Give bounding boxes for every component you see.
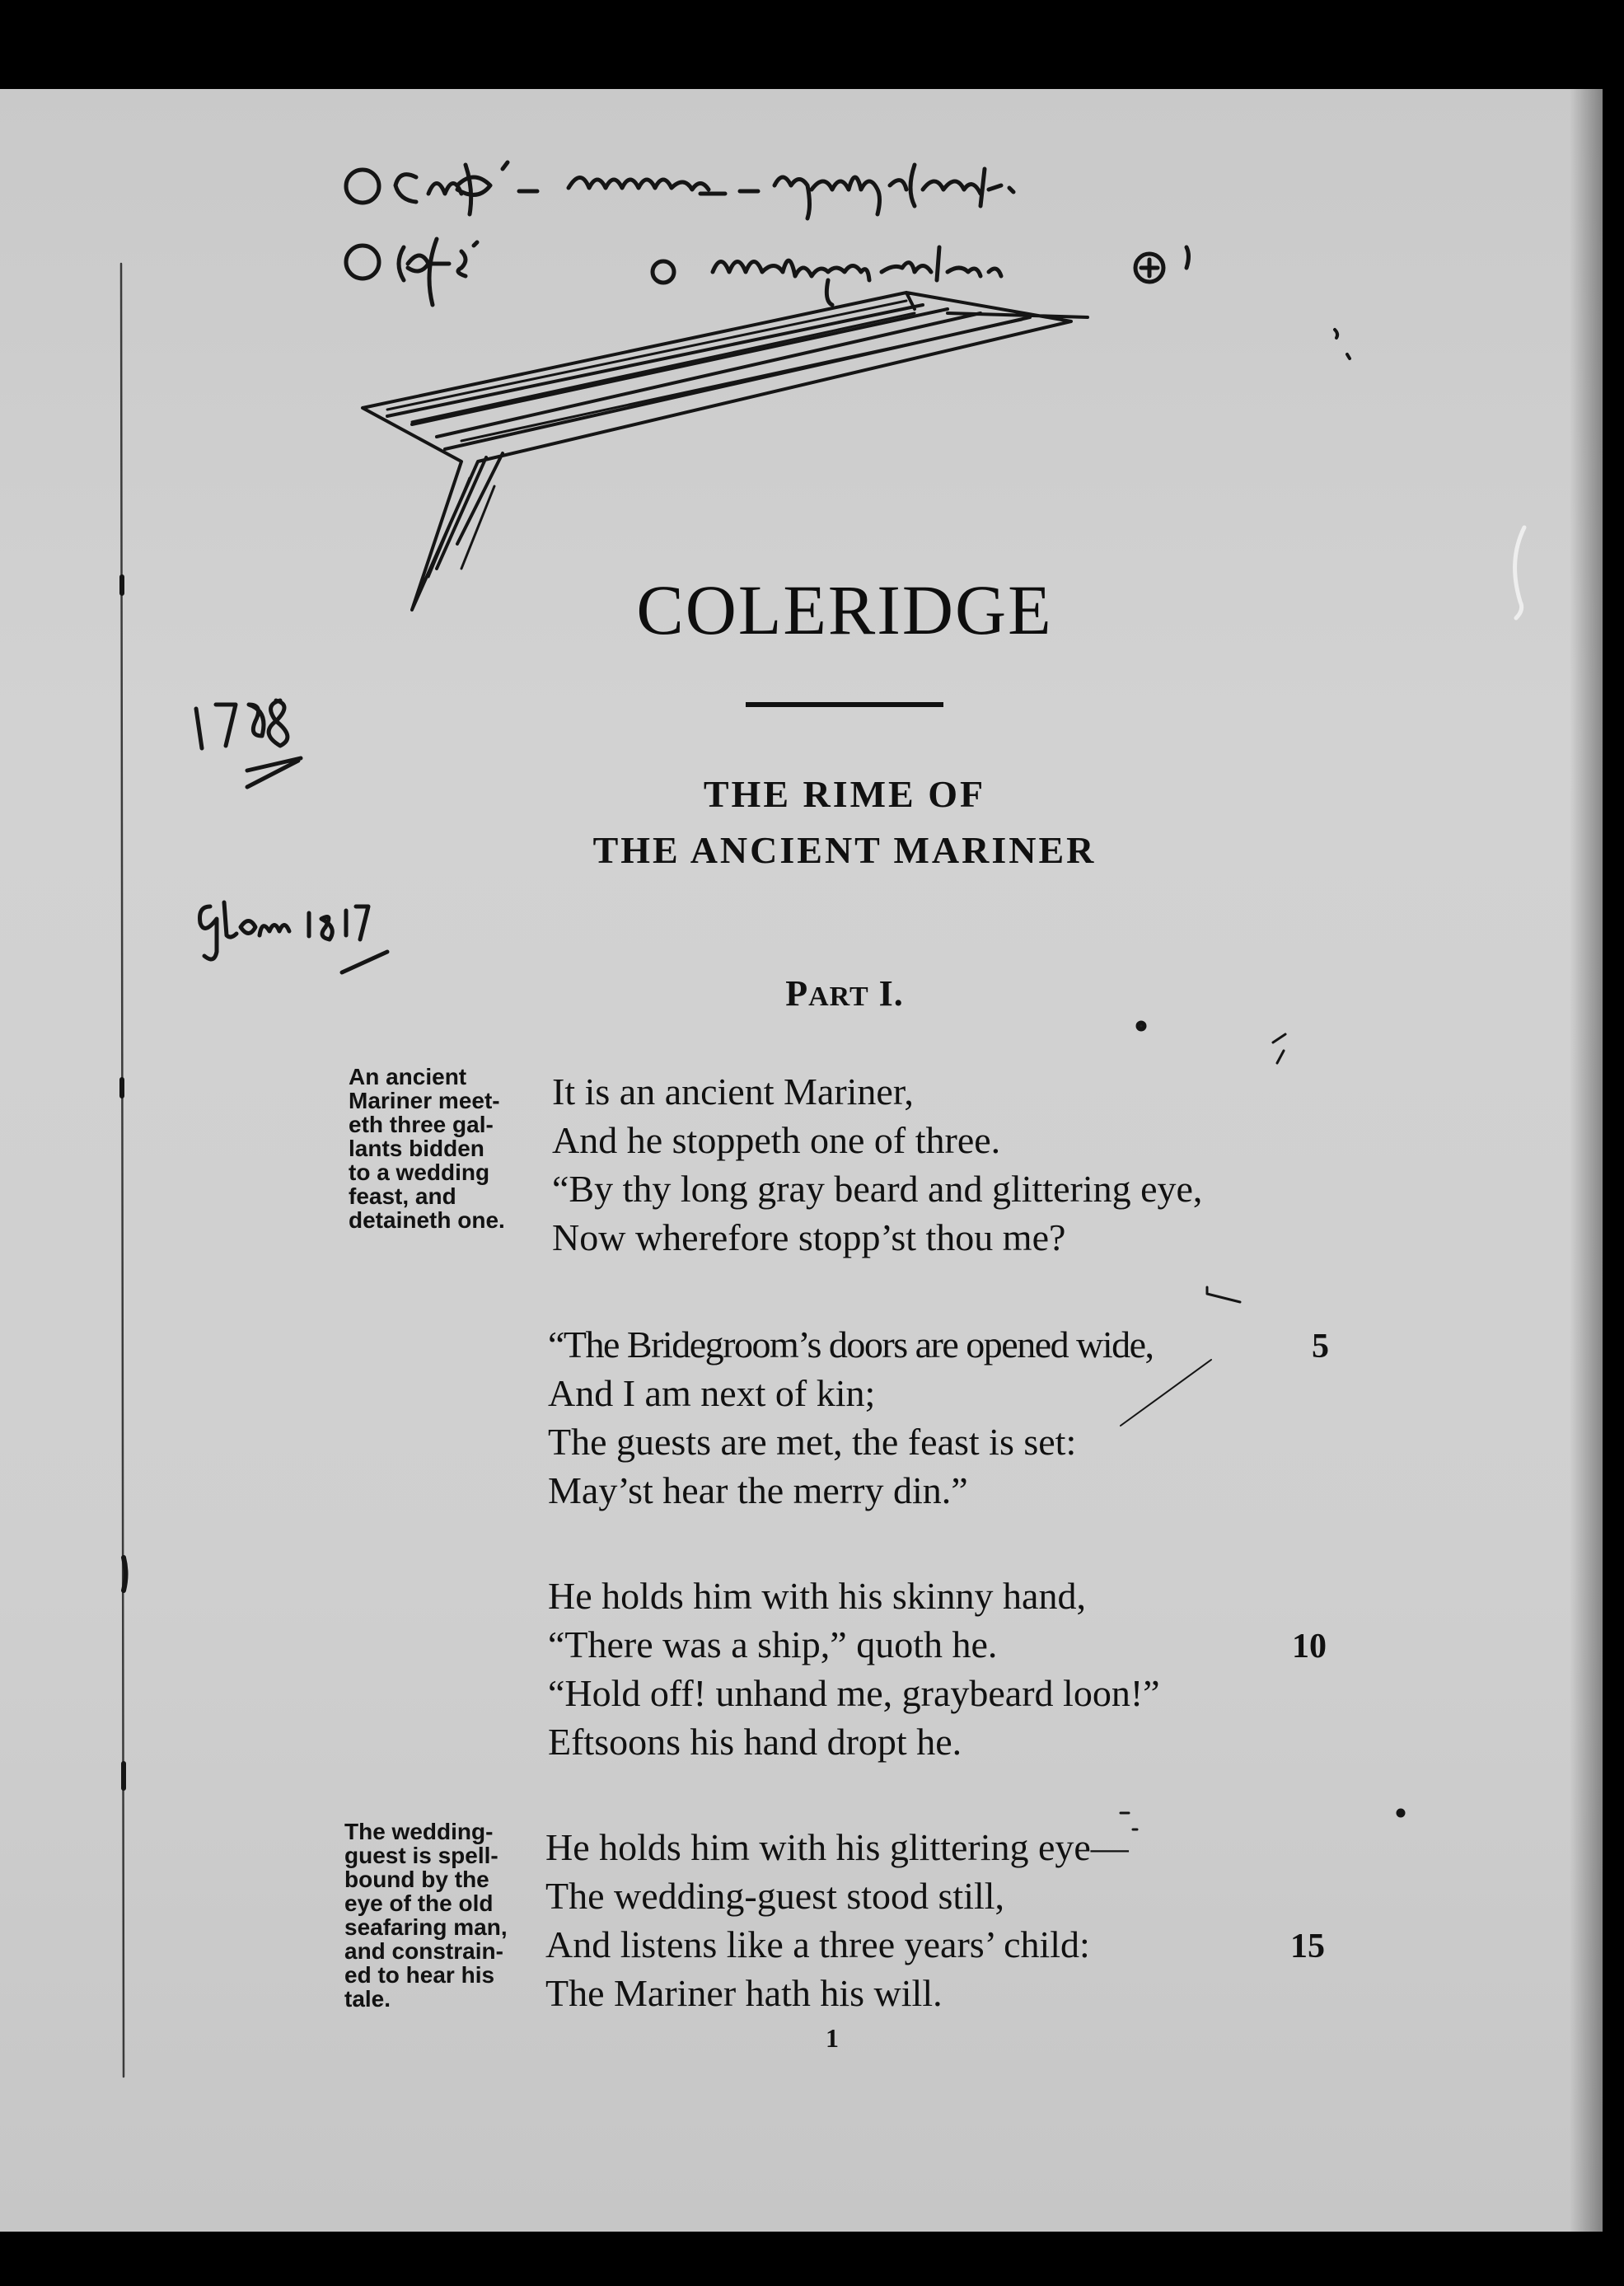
line-number-10: 10 — [1292, 1628, 1327, 1665]
circled-number-2 — [346, 246, 379, 279]
gloss-line: lants bidden — [349, 1136, 484, 1161]
scrawl-word-4 — [399, 239, 477, 305]
verse-line: And I am next of kin; — [548, 1372, 876, 1414]
verse-line: May’st hear the merry din.” — [548, 1469, 968, 1511]
circled-number-3 — [653, 261, 674, 283]
verse-line: “By thy long gray beard and glittering eye, — [552, 1168, 1203, 1210]
page-title: COLERIDGE — [636, 570, 1053, 649]
verse-line: “The Bridegroom’s doors are opened wide, — [548, 1323, 1154, 1366]
gloss-line: and constrain- — [344, 1938, 503, 1964]
gloss-line: feast, and — [349, 1183, 456, 1209]
gloss-line: ed to hear his — [344, 1962, 495, 1988]
circled-number-1 — [346, 170, 379, 203]
poem-title-line-2: THE ANCIENT MARINER — [592, 829, 1097, 871]
verse-line: The guests are met, the feast is set: — [548, 1421, 1077, 1463]
part-heading — [0, 972, 1624, 1014]
verse-line: He holds him with his skinny hand, — [548, 1575, 1086, 1617]
side-gloss-2 — [344, 1820, 542, 2011]
verse-line: And he stoppeth one of three. — [552, 1119, 1001, 1161]
gloss-line: eye of the old — [344, 1890, 494, 1916]
verse-line: It is an ancient Mariner, — [552, 1070, 914, 1113]
verse-line: “Hold off! unhand me, graybeard loon!” — [548, 1672, 1160, 1714]
verse-line: The wedding-guest stood still, — [545, 1875, 1005, 1917]
gloss-line: Mariner meet- — [349, 1088, 500, 1113]
arrow-drawing — [363, 293, 1088, 610]
scrawl-word-3 — [775, 165, 1013, 218]
scrawl-word-2 — [569, 178, 725, 194]
scrawl-word-1 — [395, 162, 508, 214]
verse-line: Eftsoons his hand dropt he. — [548, 1721, 962, 1763]
margin-line — [121, 264, 124, 2077]
line-number-15: 15 — [1290, 1928, 1325, 1965]
handwritten-glom-1817 — [200, 902, 388, 972]
verse-line: And listens like a three years’ child: — [545, 1923, 1090, 1965]
gloss-line: to a wedding — [349, 1159, 490, 1185]
poem-title-line-1: THE RIME OF — [703, 773, 986, 815]
verse-line: He holds him with his glittering eye— — [545, 1826, 1129, 1868]
scrawl-word-5 — [713, 247, 1001, 305]
gloss-line: seafaring man, — [344, 1914, 508, 1940]
gloss-line: The wedding- — [344, 1819, 494, 1844]
part-label-rest: ART — [808, 981, 869, 1012]
line-number-5: 5 — [1312, 1328, 1329, 1366]
gloss-line: bound by the — [344, 1867, 489, 1892]
side-gloss-1 — [349, 1065, 546, 1232]
verse-line: Now wherefore stopp’st thou me? — [552, 1216, 1066, 1258]
verse-line: The Mariner hath his will. — [545, 1972, 943, 2014]
title-rule — [746, 702, 943, 707]
verse-line: “There was a ship,” quoth he. — [548, 1623, 998, 1665]
page-number: 1 — [826, 2023, 839, 2053]
gloss-line: eth three gal- — [349, 1112, 494, 1137]
part-number: I. — [878, 973, 904, 1014]
gloss-line: An ancient — [349, 1064, 467, 1089]
part-label-initial: P — [785, 973, 809, 1014]
gloss-line: tale. — [344, 1986, 391, 2012]
gloss-line: guest is spell- — [344, 1843, 498, 1868]
gloss-line: detaineth one. — [349, 1207, 505, 1233]
